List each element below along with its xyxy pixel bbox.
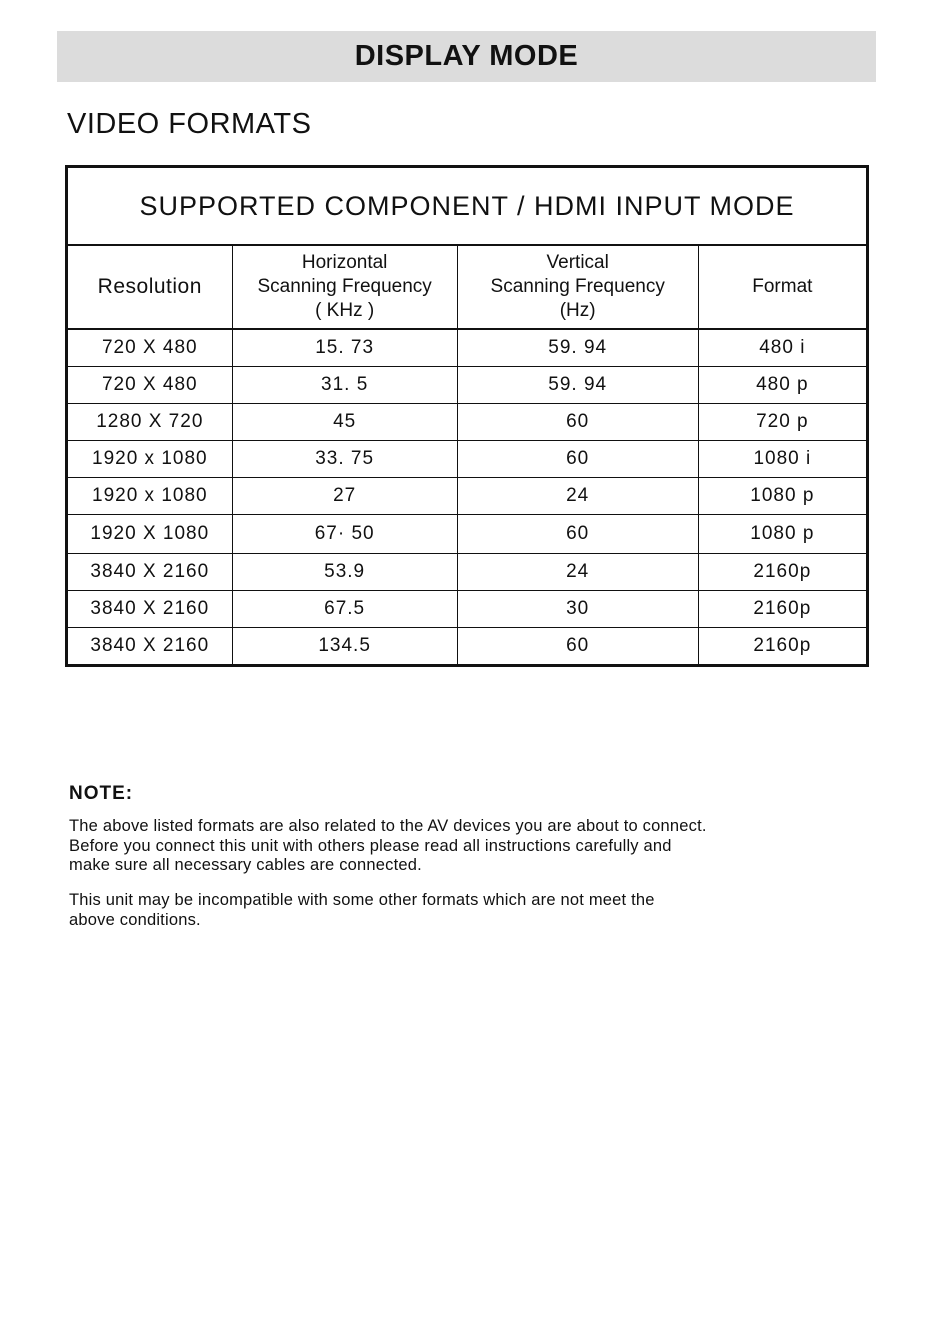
cell-format: 2160p xyxy=(698,591,867,628)
cell-resolution: 1920 x 1080 xyxy=(67,441,233,478)
cell-format: 1080 p xyxy=(698,515,867,554)
cell-vertical: 24 xyxy=(457,554,698,591)
cell-format: 2160p xyxy=(698,554,867,591)
table-row xyxy=(67,591,868,628)
note-line: This unit may be incompatible with some other formats which are not meet the xyxy=(69,891,655,909)
table-row xyxy=(67,478,868,515)
cell-resolution: 720 X 480 xyxy=(67,367,233,404)
header-format: Format xyxy=(698,245,867,329)
page-title: DISPLAY MODE xyxy=(354,40,579,72)
note-paragraph-1 xyxy=(69,817,849,876)
header-vertical-line1: Vertical xyxy=(546,252,609,273)
header-vertical xyxy=(457,245,698,329)
cell-horizontal: 15. 73 xyxy=(232,329,457,367)
cell-resolution: 1280 X 720 xyxy=(67,404,233,441)
note-line: The above listed formats are also related to the AV devices you are about to connect. xyxy=(69,817,707,835)
cell-format: 480 p xyxy=(698,367,867,404)
cell-vertical: 60 xyxy=(457,628,698,666)
header-vertical-unit: (Hz) xyxy=(559,300,596,321)
cell-vertical: 24 xyxy=(457,478,698,515)
header-horizontal-unit: ( KHz ) xyxy=(315,300,375,321)
section-title: VIDEO FORMATS xyxy=(67,108,312,140)
cell-format: 1080 p xyxy=(698,478,867,515)
cell-format: 480 i xyxy=(698,329,867,367)
cell-horizontal: 45 xyxy=(232,404,457,441)
input-mode-table xyxy=(65,165,869,667)
note-paragraph-2 xyxy=(69,891,849,930)
cell-format: 720 p xyxy=(698,404,867,441)
cell-vertical: 60 xyxy=(457,441,698,478)
table-row xyxy=(67,628,868,666)
table-row xyxy=(67,441,868,478)
cell-resolution: 720 X 480 xyxy=(67,329,233,367)
cell-resolution: 1920 X 1080 xyxy=(67,515,233,554)
header-resolution: Resolution xyxy=(67,245,233,329)
table-row xyxy=(67,367,868,404)
header-horizontal-line1: Horizontal xyxy=(301,252,388,273)
cell-horizontal: 53.9 xyxy=(232,554,457,591)
table-row xyxy=(67,554,868,591)
page-header xyxy=(57,31,876,82)
cell-resolution: 3840 X 2160 xyxy=(67,591,233,628)
note-line: Before you connect this unit with others please read all instructions carefully and xyxy=(69,836,672,855)
cell-vertical: 30 xyxy=(457,591,698,628)
header-horizontal-line2: Scanning Frequency xyxy=(257,276,432,297)
cell-format: 1080 i xyxy=(698,441,867,478)
cell-resolution: 3840 X 2160 xyxy=(67,554,233,591)
header-vertical-line2: Scanning Frequency xyxy=(490,276,665,297)
table-header-row xyxy=(67,245,868,329)
cell-vertical: 60 xyxy=(457,404,698,441)
cell-horizontal: 33. 75 xyxy=(232,441,457,478)
cell-vertical: 60 xyxy=(457,515,698,554)
note-line: make sure all necessary cables are connected. xyxy=(69,856,422,874)
table-row xyxy=(67,329,868,367)
cell-format: 2160p xyxy=(698,628,867,666)
header-horizontal xyxy=(232,245,457,329)
cell-resolution: 1920 x 1080 xyxy=(67,478,233,515)
cell-horizontal: 31. 5 xyxy=(232,367,457,404)
cell-horizontal: 134.5 xyxy=(232,628,457,666)
table-row xyxy=(67,404,868,441)
table-row xyxy=(67,515,868,554)
note-line: above conditions. xyxy=(69,910,201,929)
cell-vertical: 59. 94 xyxy=(457,329,698,367)
cell-resolution: 3840 X 2160 xyxy=(67,628,233,666)
cell-horizontal: 67.5 xyxy=(232,591,457,628)
cell-horizontal: 27 xyxy=(232,478,457,515)
table-caption: SUPPORTED COMPONENT / HDMI INPUT MODE xyxy=(67,167,868,246)
cell-vertical: 59. 94 xyxy=(457,367,698,404)
note-title: NOTE: xyxy=(69,783,134,804)
cell-horizontal: 67· 50 xyxy=(232,515,457,554)
